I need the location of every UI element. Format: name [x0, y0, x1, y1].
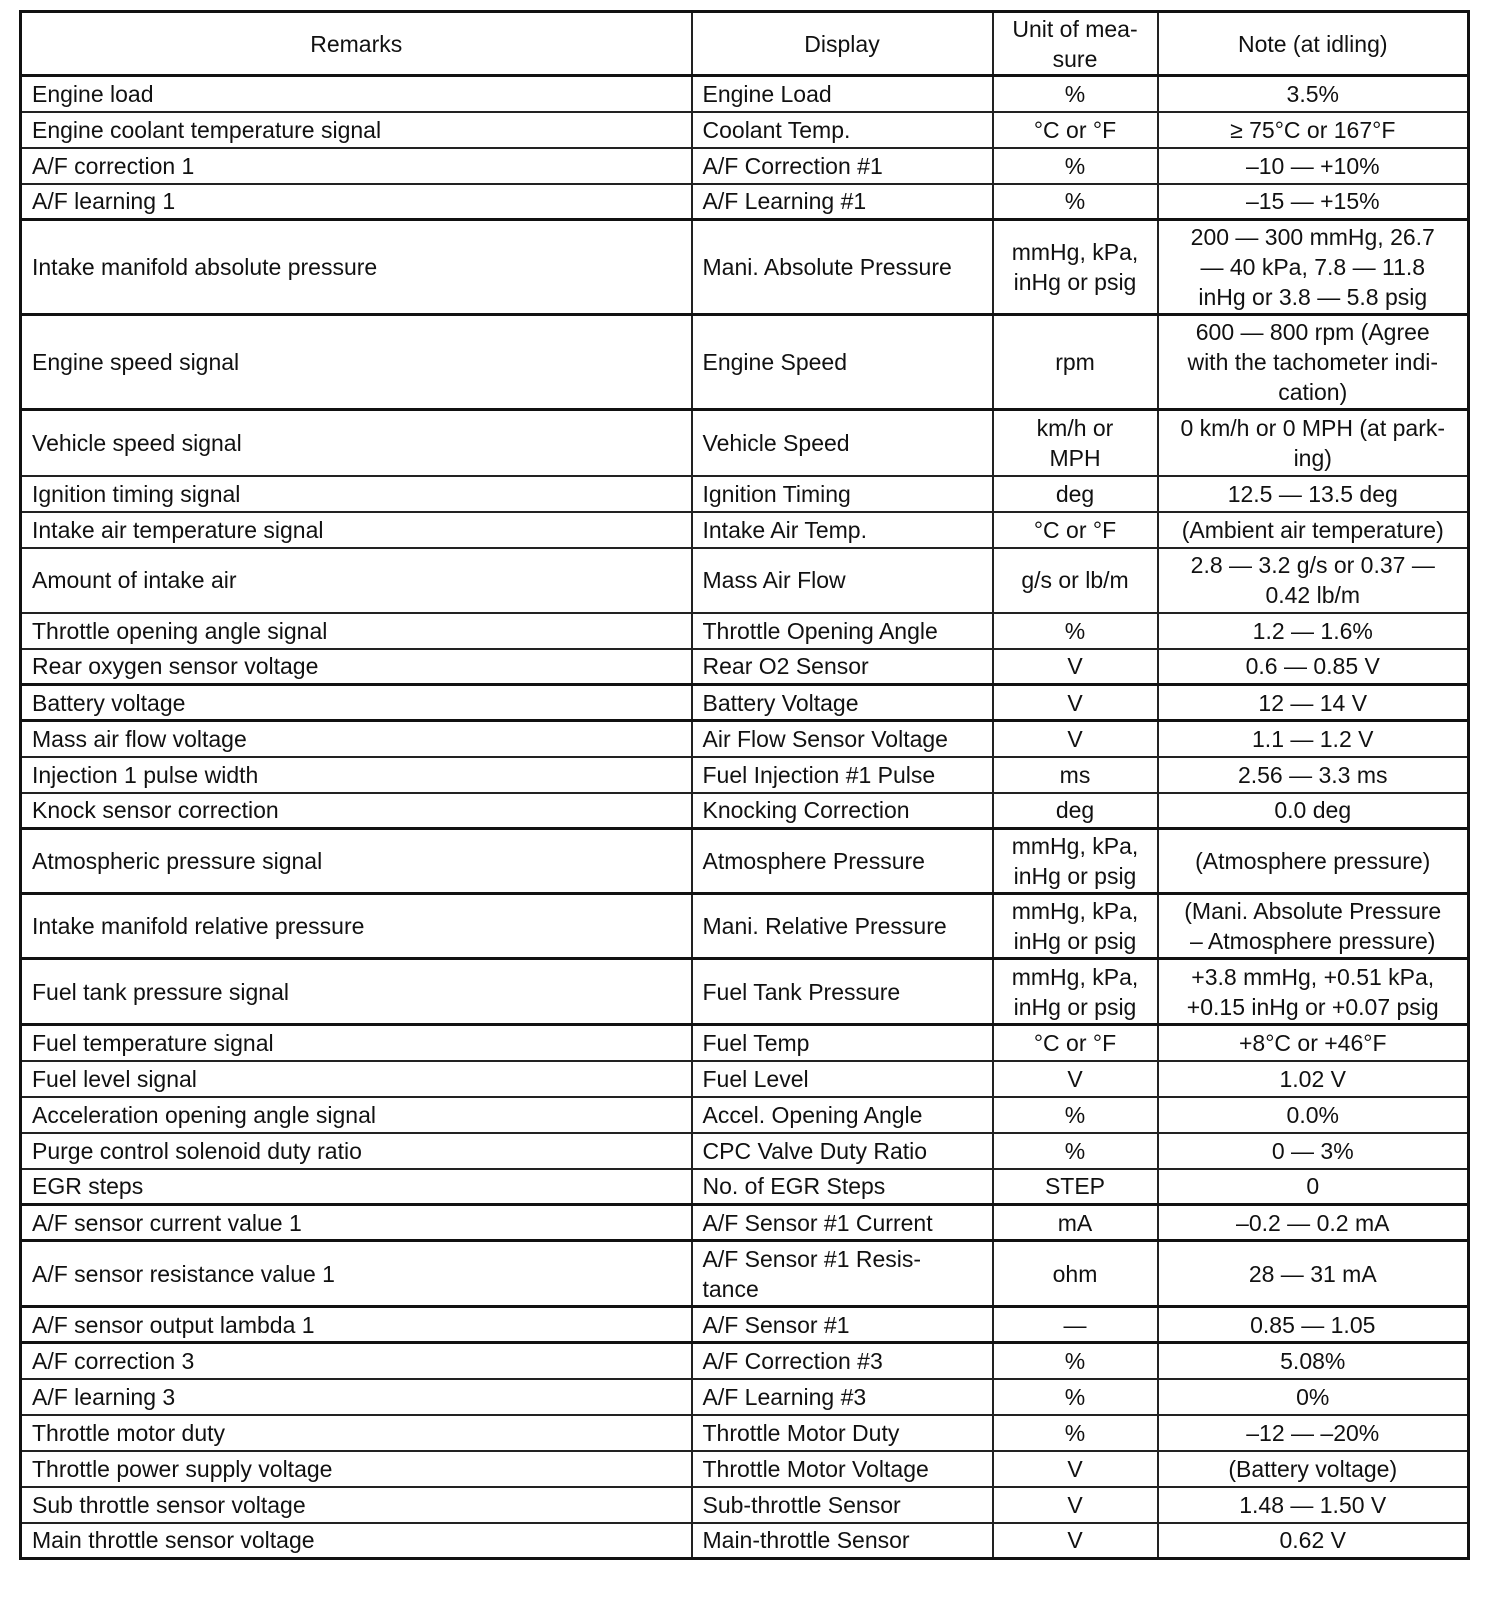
cell-unit: V [993, 721, 1158, 757]
cell-note: 3.5% [1158, 76, 1469, 112]
cell-remarks: A/F sensor output lambda 1 [21, 1307, 692, 1343]
cell-note: –0.2 — 0.2 mA [1158, 1205, 1469, 1241]
table-row [21, 1097, 1469, 1133]
cell-unit: % [993, 613, 1158, 649]
cell-note: 0.85 — 1.05 [1158, 1307, 1469, 1343]
table-row [21, 1343, 1469, 1379]
cell-note: 0 km/h or 0 MPH (at park- ing) [1158, 410, 1469, 476]
cell-display: Fuel Level [692, 1061, 993, 1097]
table-row [21, 112, 1469, 148]
table-row [21, 1205, 1469, 1241]
cell-unit: mmHg, kPa, inHg or psig [993, 220, 1158, 315]
cell-note: 1.48 — 1.50 V [1158, 1487, 1469, 1523]
table-row [21, 1307, 1469, 1343]
cell-remarks: Amount of intake air [21, 548, 692, 613]
cell-display: Vehicle Speed [692, 410, 993, 476]
cell-display: Accel. Opening Angle [692, 1097, 993, 1133]
cell-unit: km/h or MPH [993, 410, 1158, 476]
cell-display: A/F Correction #3 [692, 1343, 993, 1379]
cell-remarks: Intake manifold relative pressure [21, 894, 692, 959]
cell-unit: % [993, 1415, 1158, 1451]
cell-note: –10 — +10% [1158, 148, 1469, 184]
cell-unit: deg [993, 476, 1158, 512]
cell-unit: STEP [993, 1169, 1158, 1205]
cell-note: 1.02 V [1158, 1061, 1469, 1097]
cell-note: +3.8 mmHg, +0.51 kPa, +0.15 inHg or +0.07 psig [1158, 959, 1469, 1025]
cell-remarks: Rear oxygen sensor voltage [21, 649, 692, 685]
cell-unit: °C or °F [993, 112, 1158, 148]
header-display: Display [692, 12, 993, 76]
cell-note: 2.8 — 3.2 g/s or 0.37 — 0.42 lb/m [1158, 548, 1469, 613]
table-row [21, 1487, 1469, 1523]
cell-remarks: A/F correction 3 [21, 1343, 692, 1379]
cell-note: 0.0 deg [1158, 793, 1469, 829]
cell-unit: °C or °F [993, 1025, 1158, 1061]
table-row [21, 959, 1469, 1025]
cell-unit: ohm [993, 1241, 1158, 1307]
cell-remarks: Atmospheric pressure signal [21, 829, 692, 894]
cell-note: (Mani. Absolute Pressure – Atmosphere pressure) [1158, 894, 1469, 959]
table-row [21, 1025, 1469, 1061]
cell-note: 0.0% [1158, 1097, 1469, 1133]
cell-remarks: Acceleration opening angle signal [21, 1097, 692, 1133]
cell-note: 28 — 31 mA [1158, 1241, 1469, 1307]
cell-unit: % [993, 1097, 1158, 1133]
cell-unit: rpm [993, 315, 1158, 410]
table-row [21, 894, 1469, 959]
cell-display: A/F Sensor #1 Resis- tance [692, 1241, 993, 1307]
cell-display: Air Flow Sensor Voltage [692, 721, 993, 757]
cell-remarks: Main throttle sensor voltage [21, 1523, 692, 1559]
cell-remarks: EGR steps [21, 1169, 692, 1205]
cell-note: 600 — 800 rpm (Agree with the tachometer indi- cation) [1158, 315, 1469, 410]
cell-note: (Ambient air temperature) [1158, 512, 1469, 548]
cell-display: A/F Sensor #1 Current [692, 1205, 993, 1241]
cell-display: CPC Valve Duty Ratio [692, 1133, 993, 1169]
cell-remarks: Purge control solenoid duty ratio [21, 1133, 692, 1169]
header-remarks: Remarks [21, 12, 692, 76]
cell-display: Battery Voltage [692, 685, 993, 721]
cell-unit: mmHg, kPa, inHg or psig [993, 959, 1158, 1025]
cell-unit: ms [993, 757, 1158, 793]
cell-remarks: Fuel level signal [21, 1061, 692, 1097]
cell-unit: V [993, 649, 1158, 685]
cell-remarks: Fuel tank pressure signal [21, 959, 692, 1025]
cell-note: 0.6 — 0.85 V [1158, 649, 1469, 685]
cell-note: (Atmosphere pressure) [1158, 829, 1469, 894]
cell-remarks: Throttle opening angle signal [21, 613, 692, 649]
cell-unit: mmHg, kPa, inHg or psig [993, 894, 1158, 959]
cell-remarks: Engine coolant temperature signal [21, 112, 692, 148]
cell-display: A/F Learning #3 [692, 1379, 993, 1415]
cell-unit: V [993, 685, 1158, 721]
cell-display: Fuel Injection #1 Pulse [692, 757, 993, 793]
cell-unit: g/s or lb/m [993, 548, 1158, 613]
table-row [21, 1451, 1469, 1487]
table-row [21, 757, 1469, 793]
cell-display: A/F Sensor #1 [692, 1307, 993, 1343]
cell-display: Coolant Temp. [692, 112, 993, 148]
cell-note: 1.1 — 1.2 V [1158, 721, 1469, 757]
table-row [21, 512, 1469, 548]
cell-display: No. of EGR Steps [692, 1169, 993, 1205]
specification-table [19, 10, 1470, 1560]
table-row [21, 649, 1469, 685]
cell-note: +8°C or +46°F [1158, 1025, 1469, 1061]
cell-unit: % [993, 1343, 1158, 1379]
cell-note: 200 — 300 mmHg, 26.7 — 40 kPa, 7.8 — 11.8 inHg or 3.8 — 5.8 psig [1158, 220, 1469, 315]
cell-note: 12 — 14 V [1158, 685, 1469, 721]
cell-display: Fuel Tank Pressure [692, 959, 993, 1025]
table-row [21, 1415, 1469, 1451]
cell-unit: % [993, 148, 1158, 184]
cell-unit: V [993, 1451, 1158, 1487]
cell-remarks: Sub throttle sensor voltage [21, 1487, 692, 1523]
cell-unit: % [993, 1379, 1158, 1415]
cell-note: 2.56 — 3.3 ms [1158, 757, 1469, 793]
header-row [21, 12, 1469, 76]
cell-remarks: Fuel temperature signal [21, 1025, 692, 1061]
cell-unit: V [993, 1487, 1158, 1523]
cell-note: 0 [1158, 1169, 1469, 1205]
cell-display: Sub-throttle Sensor [692, 1487, 993, 1523]
cell-display: Mani. Absolute Pressure [692, 220, 993, 315]
table-row [21, 184, 1469, 220]
table-row [21, 793, 1469, 829]
table-row [21, 1379, 1469, 1415]
header-note: Note (at idling) [1158, 12, 1469, 76]
header-unit: Unit of mea- sure [993, 12, 1158, 76]
cell-unit: deg [993, 793, 1158, 829]
cell-unit: V [993, 1523, 1158, 1559]
cell-note: 1.2 — 1.6% [1158, 613, 1469, 649]
cell-display: Throttle Motor Duty [692, 1415, 993, 1451]
table-row [21, 1133, 1469, 1169]
cell-remarks: Ignition timing signal [21, 476, 692, 512]
cell-unit: % [993, 1133, 1158, 1169]
cell-remarks: A/F sensor resistance value 1 [21, 1241, 692, 1307]
cell-remarks: Intake air temperature signal [21, 512, 692, 548]
cell-note: 0% [1158, 1379, 1469, 1415]
table-row [21, 613, 1469, 649]
cell-display: Throttle Opening Angle [692, 613, 993, 649]
table-row [21, 548, 1469, 613]
cell-display: Engine Speed [692, 315, 993, 410]
table-row [21, 1169, 1469, 1205]
cell-display: Ignition Timing [692, 476, 993, 512]
cell-unit: % [993, 184, 1158, 220]
cell-display: Mani. Relative Pressure [692, 894, 993, 959]
cell-display: Engine Load [692, 76, 993, 112]
cell-unit: — [993, 1307, 1158, 1343]
cell-note: 5.08% [1158, 1343, 1469, 1379]
cell-note: 12.5 — 13.5 deg [1158, 476, 1469, 512]
cell-remarks: Mass air flow voltage [21, 721, 692, 757]
cell-remarks: Engine speed signal [21, 315, 692, 410]
cell-display: Fuel Temp [692, 1025, 993, 1061]
cell-unit: mA [993, 1205, 1158, 1241]
cell-unit: V [993, 1061, 1158, 1097]
table-row [21, 148, 1469, 184]
cell-remarks: Engine load [21, 76, 692, 112]
cell-remarks: Knock sensor correction [21, 793, 692, 829]
cell-remarks: Intake manifold absolute pressure [21, 220, 692, 315]
table-row [21, 685, 1469, 721]
cell-remarks: Injection 1 pulse width [21, 757, 692, 793]
cell-display: Atmosphere Pressure [692, 829, 993, 894]
table-row [21, 1241, 1469, 1307]
cell-remarks: Throttle power supply voltage [21, 1451, 692, 1487]
cell-note: (Battery voltage) [1158, 1451, 1469, 1487]
cell-display: Throttle Motor Voltage [692, 1451, 993, 1487]
table-row [21, 476, 1469, 512]
cell-remarks: A/F correction 1 [21, 148, 692, 184]
cell-unit: mmHg, kPa, inHg or psig [993, 829, 1158, 894]
cell-note: 0.62 V [1158, 1523, 1469, 1559]
cell-note: ≥ 75°C or 167°F [1158, 112, 1469, 148]
cell-display: Knocking Correction [692, 793, 993, 829]
cell-display: A/F Correction #1 [692, 148, 993, 184]
cell-remarks: Vehicle speed signal [21, 410, 692, 476]
cell-display: Main-throttle Sensor [692, 1523, 993, 1559]
cell-display: A/F Learning #1 [692, 184, 993, 220]
table-row [21, 410, 1469, 476]
cell-note: 0 — 3% [1158, 1133, 1469, 1169]
table-row [21, 1061, 1469, 1097]
table-row [21, 1523, 1469, 1559]
table-row [21, 76, 1469, 112]
table-row [21, 315, 1469, 410]
cell-display: Intake Air Temp. [692, 512, 993, 548]
cell-remarks: A/F learning 1 [21, 184, 692, 220]
cell-unit: °C or °F [993, 512, 1158, 548]
cell-note: –12 — –20% [1158, 1415, 1469, 1451]
cell-display: Rear O2 Sensor [692, 649, 993, 685]
cell-remarks: A/F sensor current value 1 [21, 1205, 692, 1241]
cell-note: –15 — +15% [1158, 184, 1469, 220]
cell-unit: % [993, 76, 1158, 112]
cell-remarks: Throttle motor duty [21, 1415, 692, 1451]
cell-remarks: A/F learning 3 [21, 1379, 692, 1415]
table-row [21, 721, 1469, 757]
cell-display: Mass Air Flow [692, 548, 993, 613]
table-row [21, 220, 1469, 315]
cell-remarks: Battery voltage [21, 685, 692, 721]
table-row [21, 829, 1469, 894]
